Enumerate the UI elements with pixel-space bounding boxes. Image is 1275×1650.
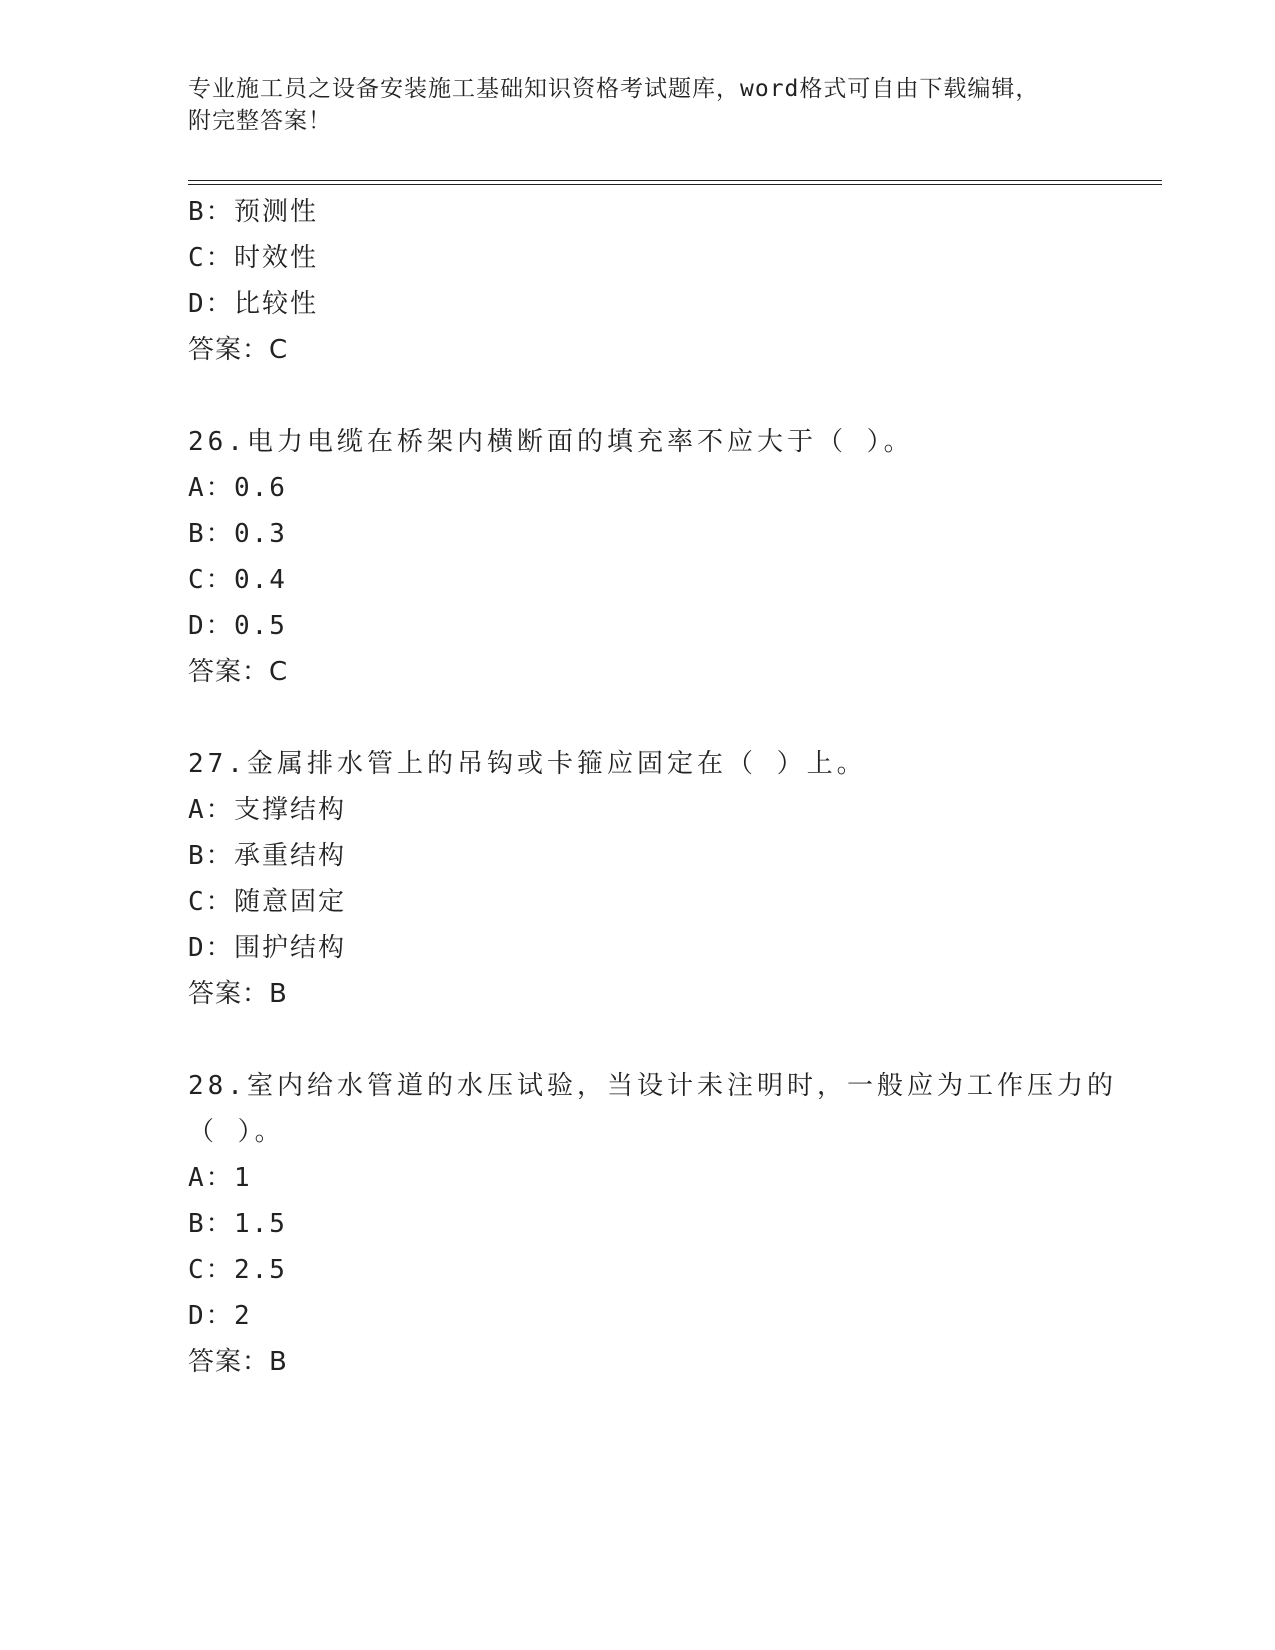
option-text: 围护结构 [234, 933, 347, 963]
option-key: D： [188, 933, 234, 963]
answer-line: 答案：C [188, 657, 289, 687]
question-stem: 26.电力电缆在桥架内横断面的填充率不应大于（ ）。 [188, 427, 914, 457]
option-row [188, 557, 1148, 603]
option-key: A： [188, 1163, 234, 1193]
option-key: A： [188, 473, 234, 503]
option-text: 2 [234, 1301, 252, 1331]
option-key: D： [188, 1301, 234, 1331]
option-row [188, 603, 1148, 649]
option-key: A： [188, 795, 234, 825]
question-26 [188, 419, 1148, 695]
header-divider-bottom [188, 184, 1162, 185]
option-key: B： [188, 519, 234, 549]
option-row [188, 879, 1148, 925]
document-header [188, 73, 1088, 137]
question-stem: 28.室内给水管道的水压试验，当设计未注明时，一般应为工作压力的 [188, 1071, 1117, 1101]
option-row [188, 925, 1148, 971]
option-key: D： [188, 611, 234, 641]
option-key: C： [188, 565, 234, 595]
option-text: 0.5 [234, 611, 287, 641]
option-row [188, 511, 1148, 557]
option-key: B： [188, 1209, 234, 1239]
option-row [188, 465, 1148, 511]
option-row [188, 787, 1148, 833]
question-27 [188, 741, 1148, 1017]
answer-line: 答案：B [188, 1347, 288, 1377]
option-row [188, 1247, 1148, 1293]
question-partial [188, 189, 1148, 373]
option-row [188, 189, 1148, 235]
option-text: 支撑结构 [234, 795, 347, 825]
option-text: 1.5 [234, 1209, 287, 1239]
option-key: D： [188, 289, 234, 319]
option-key: C： [188, 243, 234, 273]
option-text: 0.4 [234, 565, 287, 595]
option-text: 1 [234, 1163, 252, 1193]
option-text: 2.5 [234, 1255, 287, 1285]
option-key: C： [188, 1255, 234, 1285]
option-text: 时效性 [234, 243, 319, 273]
header-line-2: 附完整答案！ [188, 108, 332, 134]
option-text: 预测性 [234, 197, 319, 227]
option-text: 0.3 [234, 519, 287, 549]
question-stem: 27.金属排水管上的吊钩或卡箍应固定在（ ）上。 [188, 749, 867, 779]
question-list [188, 189, 1148, 1385]
question-28 [188, 1063, 1148, 1385]
option-row [188, 235, 1148, 281]
option-text: 随意固定 [234, 887, 347, 917]
option-text: 比较性 [234, 289, 319, 319]
option-row [188, 1293, 1148, 1339]
option-text: 承重结构 [234, 841, 347, 871]
answer-line: 答案：B [188, 979, 288, 1009]
option-text: 0.6 [234, 473, 287, 503]
question-stem-continued: （ ）。 [188, 1117, 285, 1147]
option-key: C： [188, 887, 234, 917]
option-row [188, 281, 1148, 327]
header-line-1: 专业施工员之设备安装施工基础知识资格考试题库，word格式可自由下载编辑， [188, 76, 1040, 102]
option-key: B： [188, 197, 234, 227]
option-row [188, 833, 1148, 879]
answer-line: 答案：C [188, 335, 289, 365]
option-row [188, 1201, 1148, 1247]
option-row [188, 1155, 1148, 1201]
header-divider-top [188, 180, 1162, 181]
option-key: B： [188, 841, 234, 871]
